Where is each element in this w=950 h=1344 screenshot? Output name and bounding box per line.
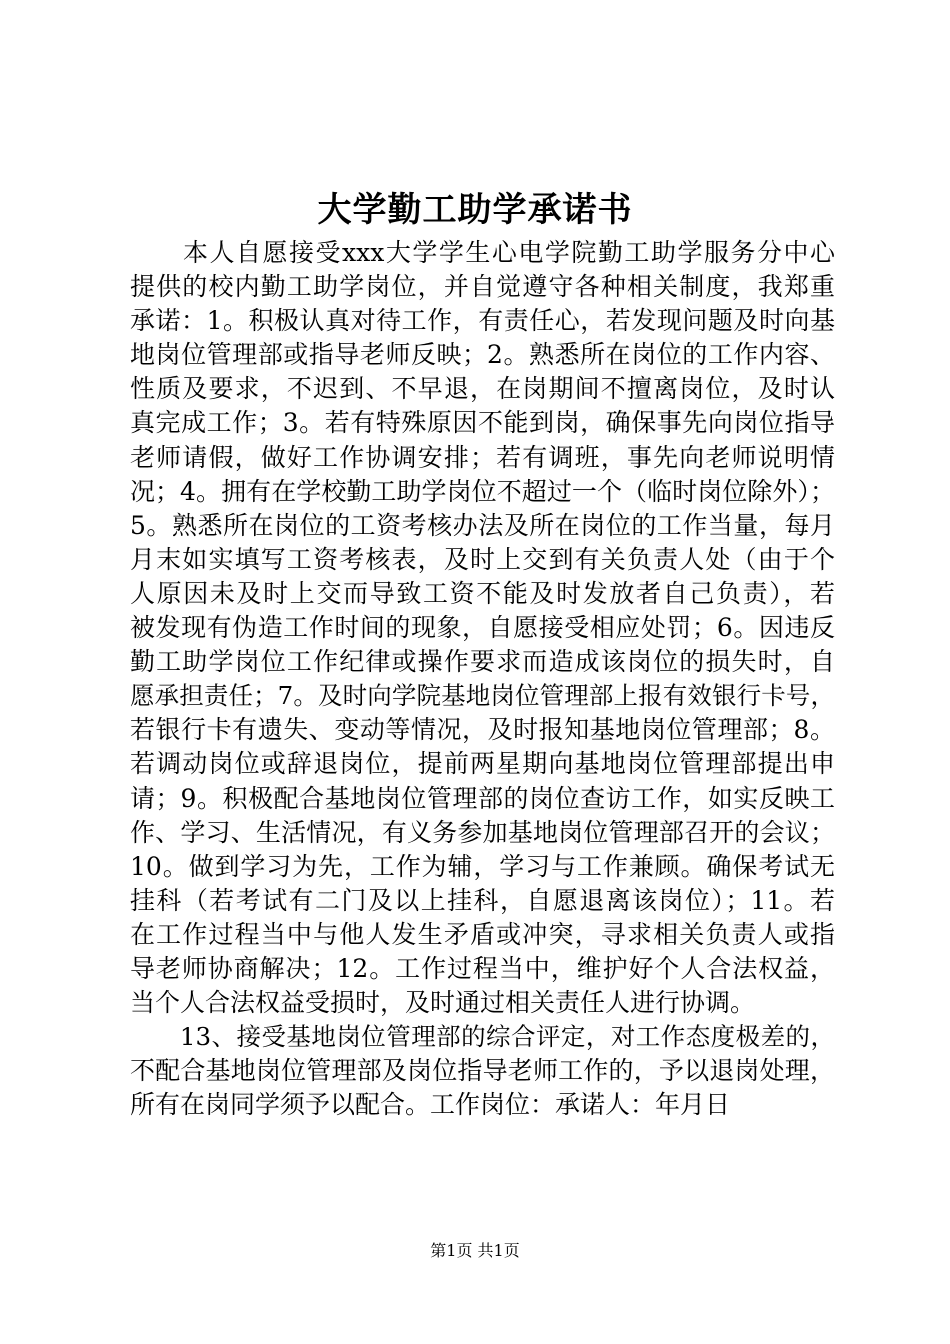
body-line: 作、学习、生活情况，有义务参加基地岗位管理部召开的会议； (130, 817, 835, 847)
body-line: 地岗位管理部或指导老师反映；2。熟悉所在岗位的工作内容、 (130, 340, 835, 370)
document-body (130, 236, 835, 1122)
body-line: 人原因未及时上交而导致工资不能及时发放者自己负责），若 (130, 578, 835, 608)
body-line: 13、接受基地岗位管理部的综合评定，对工作态度极差的， (130, 1022, 835, 1052)
body-line: 所有在岗同学须予以配合。工作岗位：承诺人：年月日 (130, 1090, 731, 1120)
body-line: 真完成工作；3。若有特殊原因不能到岗，确保事先向岗位指导 (130, 408, 835, 438)
body-line: 不配合基地岗位管理部及岗位指导老师工作的，予以退岗处理， (130, 1056, 835, 1086)
body-line: 性质及要求，不迟到、不早退，在岗期间不擅离岗位，及时认 (130, 374, 835, 404)
body-line: 提供的校内勤工助学岗位，并自觉遵守各种相关制度，我郑重 (130, 272, 835, 302)
body-line: 勤工助学岗位工作纪律或操作要求而造成该岗位的损失时，自 (130, 647, 835, 677)
body-line: 本人自愿接受xxx大学学生心电学院勤工助学服务分中心 (130, 238, 835, 267)
body-line: 在工作过程当中与他人发生矛盾或冲突，寻求相关负责人或指 (130, 919, 835, 949)
body-line: 承诺：1。积极认真对待工作，有责任心，若发现问题及时向基 (130, 306, 835, 336)
body-line: 况；4。拥有在学校勤工助学岗位不超过一个（临时岗位除外）； (130, 476, 835, 506)
body-line: 若调动岗位或辞退岗位，提前两星期向基地岗位管理部提出申 (130, 749, 835, 779)
body-line: 5。熟悉所在岗位的工资考核办法及所在岗位的工作当量，每月 (130, 510, 835, 540)
body-line: 挂科（若考试有二门及以上挂科，自愿退离该岗位）；11。若 (130, 885, 835, 915)
body-line: 月末如实填写工资考核表，及时上交到有关负责人处（由于个 (130, 544, 835, 574)
body-line: 请；9。积极配合基地岗位管理部的岗位查访工作，如实反映工 (130, 783, 835, 813)
body-line: 被发现有伪造工作时间的现象，自愿接受相应处罚；6。因违反 (130, 613, 835, 643)
document-title: 大学勤工助学承诺书 (317, 190, 633, 230)
body-line: 10。做到学习为先，工作为辅，学习与工作兼顾。确保考试无 (130, 851, 835, 881)
page-footer: 第1页 共1页 (430, 1241, 520, 1260)
body-line: 老师请假，做好工作协调安排；若有调班，事先向老师说明情 (130, 442, 835, 472)
body-line: 导老师协商解决；12。工作过程当中，维护好个人合法权益， (130, 953, 835, 983)
body-line: 当个人合法权益受损时，及时通过相关责任人进行协调。 (130, 988, 756, 1018)
body-line: 若银行卡有遗失、变动等情况，及时报知基地岗位管理部；8。 (130, 715, 835, 745)
body-line: 愿承担责任；7。及时向学院基地岗位管理部上报有效银行卡号， (130, 681, 835, 711)
